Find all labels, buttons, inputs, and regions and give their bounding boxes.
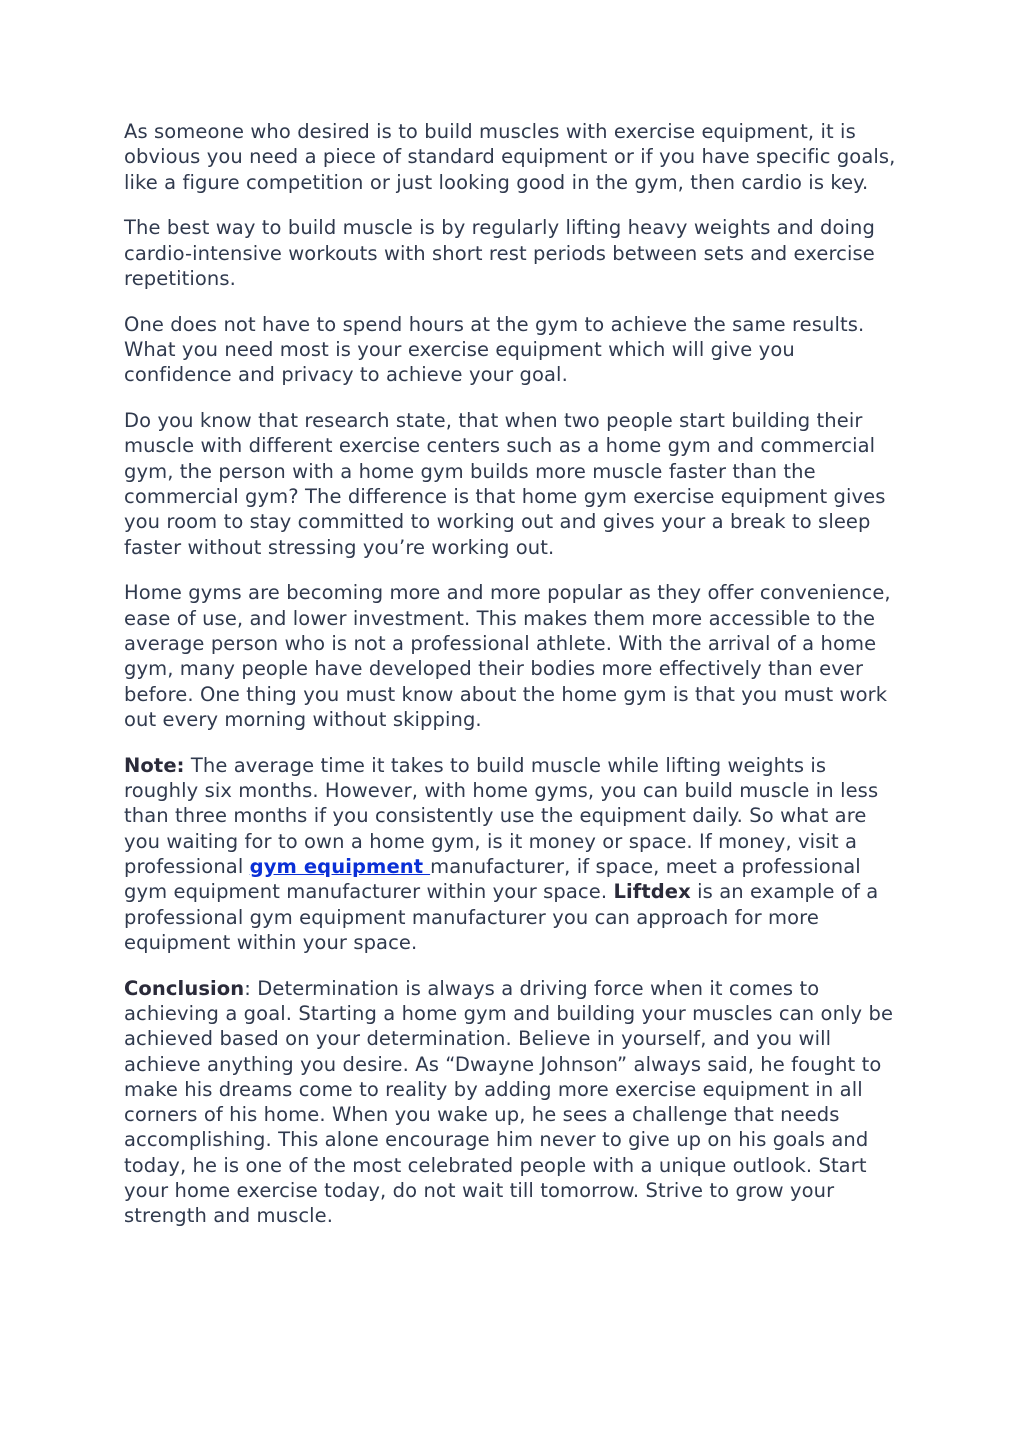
paragraph-conclusion [124, 976, 904, 1229]
note-label: Note: [124, 753, 185, 777]
document-body [124, 119, 904, 1249]
brand-name: Liftdex [613, 880, 691, 904]
paragraph-note [124, 753, 904, 955]
note-text-before-link: The average time it takes to build muscle while lifting weights is roughly six months. However, with home gyms, you can build muscle in less than three months if you consistently use the equipment daily. So what are you waiting for to own a home gym, is it money or space. If money, visit a professional [124, 753, 879, 878]
note-text-after-link: manufacturer, if space, meet a professional gym equipment manufacturer within your space. [124, 854, 861, 904]
paragraph-intro: As someone who desired is to build muscles with exercise equipment, it is obvious you need a piece of standard equipment or if you have specific goals, like a figure competition or just looking good in the gym, then cardio is key. [124, 120, 896, 194]
paragraph-home-gyms: Home gyms are becoming more and more popular as they offer convenience, ease of use, and lower investment. This makes them more accessible to the average person who is not a professional athlete. With the arrival of a home gym, many people have developed their bodies more effectively than ever before. One thing you must know about the home gym is that you must work out every morning without skipping. [124, 581, 891, 731]
gym-equipment-link[interactable]: gym equipment [249, 854, 431, 878]
conclusion-text: : Determination is always a driving force when it comes to achieving a goal. Starting a home gym and building your muscles can only be achieved based on your determination. Believe in yourself, and you will achieve anything you desire. As “Dwayne Johnson” always said, he fought to make his dreams come to reality by adding more exercise equipment in all corners of his home. When you wake up, he sees a challenge that needs accomplishing. This alone encourage him never to give up on his goals and today, he is one of the most celebrated people with a unique outlook. Start your home exercise today, do not wait till tomorrow. Strive to grow your strength and muscle. [124, 976, 894, 1228]
paragraph-research: Do you know that research state, that when two people start building their muscle with different exercise centers such as a home gym and commercial gym, the person with a home gym builds more muscle faster than the commercial gym? The difference is that home gym exercise equipment gives you room to stay committed to working out and gives your a break to sleep faster without stressing you’re working out. [124, 409, 886, 559]
paragraph-best-way: The best way to build muscle is by regularly lifting heavy weights and doing cardio-intensive workouts with short rest periods between sets and exercise repetitions. [124, 216, 875, 290]
note-text-end: is an example of a professional gym equipment manufacturer you can approach for more equipment within your space. [124, 880, 879, 954]
paragraph-spend-hours: One does not have to spend hours at the gym to achieve the same results. What you need most is your exercise equipment which will give you confidence and privacy to achieve your goal. [124, 312, 865, 387]
conclusion-label: Conclusion [124, 976, 245, 1000]
